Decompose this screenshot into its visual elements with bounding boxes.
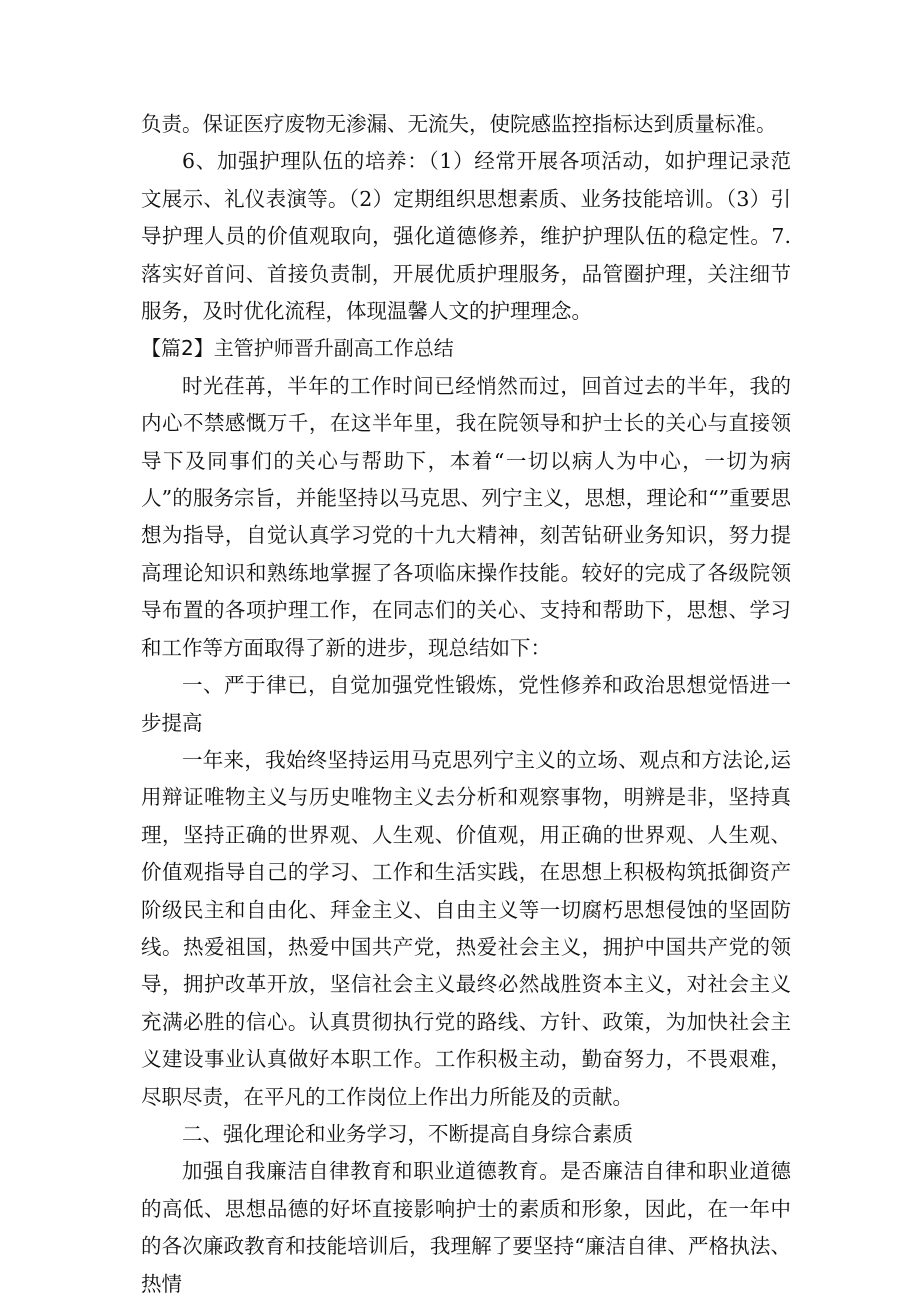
paragraph-continuation: 负责。保证医疗废物无渗漏、无流失，使院感监控指标达到质量标准。 — [141, 112, 777, 136]
document-body — [141, 106, 791, 1303]
subheading-self-discipline: 一、严于律已，自觉加强党性锻炼，党性修养和政治思想觉悟进一步提高 — [141, 673, 791, 735]
section-heading-part2: 【篇2】主管护师晋升副高工作总结 — [141, 336, 454, 361]
paragraph-intro: 时光荏苒，半年的工作时间已经悄然而过，回首过去的半年，我的内心不禁感慨万千，在这半年里，我在院领导和护士长的关心与直接领导下及同事们的关心与帮助下，本着“一切以病人为中心，一切为病人”的服务宗旨，并能坚持以马克思、列宁主义，思想，理论和“”重要思想为指导，自觉认真学习党的十九大精神，刻苦钻研业务知识，努力提高理论知识和熟练地掌握了各项临床操作技能。较好的完成了各级院领导布置的各项护理工作，在同志们的关心、支持和帮助下，思想、学习和工作等方面取得了新的进步，现总结如下： — [141, 373, 791, 660]
paragraph-nursing-team-training: 6、加强护理队伍的培养：（1）经常开展各项活动，如护理记录范文展示、礼仪表演等。（2）定期组织思想素质、业务技能培训。（3）引导护理人员的价值观取向，强化道德修养，维护护理队伍的稳定性。7.落实好首问、首接负责制，开展优质护理服务，品管圈护理，关注细节服务，及时优化流程，体现温馨人文的护理理念。 — [141, 149, 791, 324]
subheading-theory-study: 二、强化理论和业务学习，不断提高自身综合素质 — [182, 1121, 633, 1146]
paragraph-political-thought: 一年来，我始终坚持运用马克思列宁主义的立场、观点和方法论,运用辩证唯物主义与历史唯物主义去分析和观察事物，明辨是非，坚持真理，坚持正确的世界观、人生观、价值观，用正确的世界观、人生观、价值观指导自己的学习、工作和生活实践，在思想上积极构筑抵御资产阶级民主和自由化、拜金主义、自由主义等一切腐朽思想侵蚀的坚固防线。热爱祖国，热爱中国共产党，热爱社会主义，拥护中国共产党的领导，拥护改革开放，坚信社会主义最终必然战胜资本主义，对社会主义充满必胜的信心。认真贯彻执行党的路线、方针、政策，为加快社会主义建设事业认真做好本职工作。工作积极主动，勤奋努力，不畏艰难，尽职尽责，在平凡的工作岗位上作出力所能及的贡献。 — [141, 747, 791, 1109]
paragraph-integrity-education: 加强自我廉洁自律教育和职业道德教育。是否廉洁自律和职业道德的高低、思想品德的好坏直接影响护士的素质和形象，因此，在一年中的各次廉政教育和技能培训后，我理解了要坚持“廉洁自律、严格执法、热情 — [141, 1159, 791, 1296]
